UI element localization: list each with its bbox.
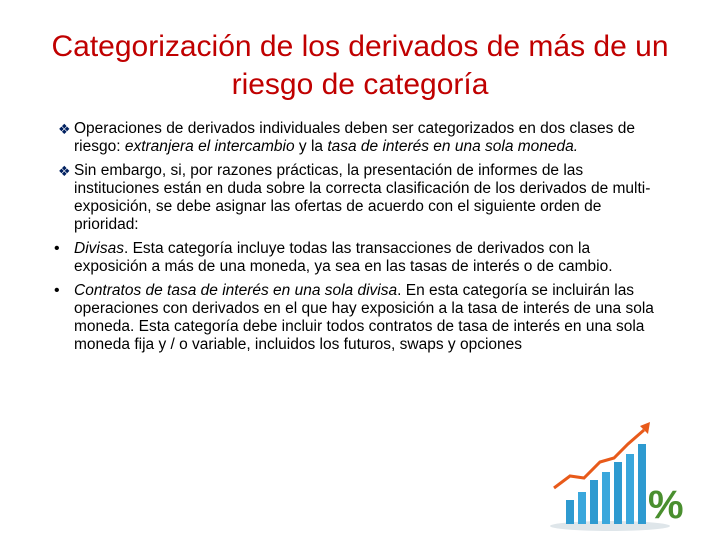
- slide-title: Categorización de los derivados de más de un riesgo de categoría: [51, 30, 669, 101]
- item-italic-text: tasa de interés en una sola moneda.: [327, 138, 579, 155]
- percent-symbol: %: [648, 483, 684, 527]
- diamond-bullet-icon: ❖: [58, 121, 71, 137]
- item-text: Operaciones de derivados individuales deben ser categorizados en dos clases de riesgo:: [74, 120, 635, 155]
- list-item: [58, 162, 658, 234]
- item-text: y la: [294, 138, 328, 155]
- list-item: [58, 120, 658, 156]
- item-italic-text: Contratos de tasa de interés en una sola divisa: [74, 282, 398, 299]
- list-item: [54, 282, 658, 354]
- bullet-icon: •: [54, 240, 60, 257]
- item-text: Sin embargo, si, por razones prácticas, la presentación de informes de las instituciones están en duda sobre la correcta clasificación de los derivados de multi-exposición, se debe asignar las ofertas de acuerdo con el siguiente orden de prioridad:: [74, 162, 651, 233]
- diamond-bullet-icon: ❖: [58, 163, 71, 179]
- bar-group: [566, 444, 646, 524]
- list-item: [54, 240, 658, 276]
- item-text: . En esta categoría se incluirán las operaciones con derivados en el que hay exposición a la tasa de interés de una sola moneda. Esta categoría debe incluir todos contratos de tasa de interés en una sola moneda fija y / o variable, incluidos los futuros, swaps y opciones: [74, 282, 654, 353]
- slide-body: [54, 120, 658, 360]
- item-italic-text: extranjera el intercambio: [124, 138, 295, 155]
- growth-chart-percent-icon: [548, 418, 688, 534]
- bullet-icon: •: [54, 282, 60, 299]
- item-text: . Esta categoría incluye todas las transacciones de derivados con la exposición a más de una moneda, ya sea en las tasas de interés o de cambio.: [74, 240, 613, 275]
- item-italic-text: Divisas: [74, 240, 124, 257]
